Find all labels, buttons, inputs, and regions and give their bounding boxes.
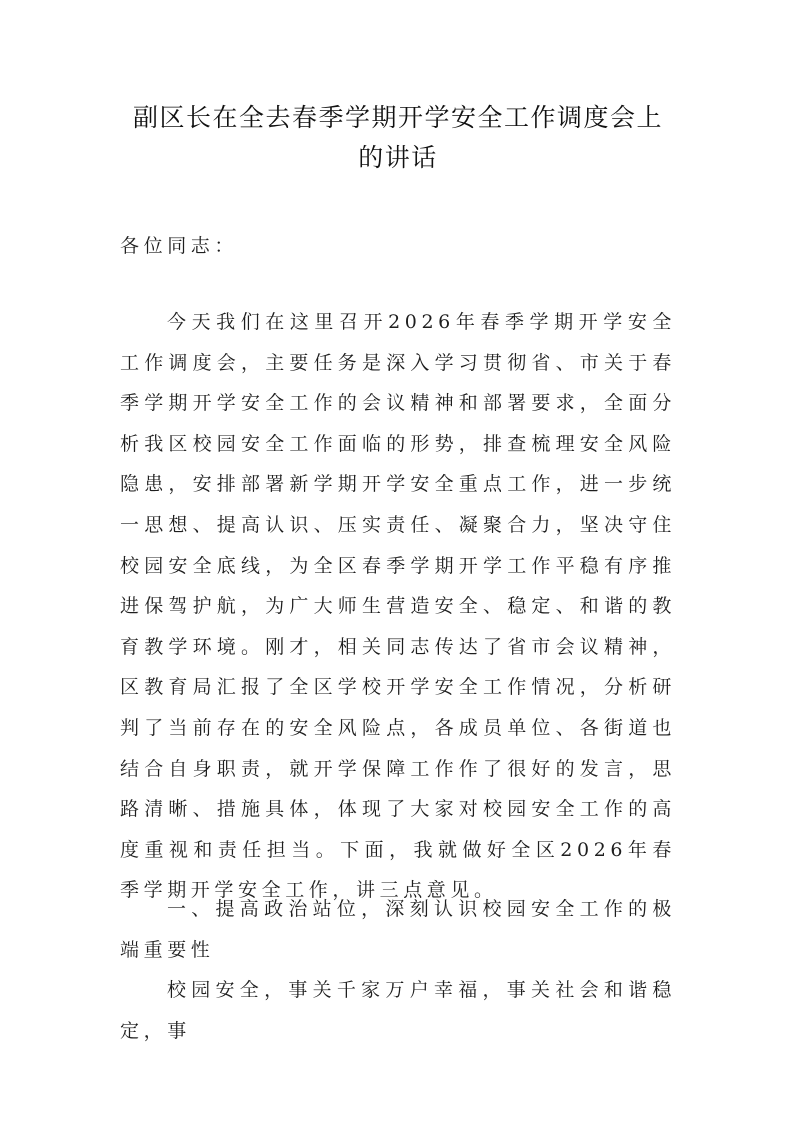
section-heading-1: 一、提高政治站位，深刻认识校园安全工作的极端重要性 [120,898,676,961]
intro-paragraph: 今天我们在这里召开2026年春季学期开学安全工作调度会，主要任务是深入学习贯彻省、市关于春季学期开学安全工作的会议精神和部署要求，全面分析我区校园安全工作面临的形势，排查梳理安全风险隐患，安排部署新学期开学安全重点工作，进一步统一思想、提高认识、压实责任、凝聚合力，坚决守住校园安全底线，为全区春季学期开学工作平稳有序推进保驾护航，为广大师生营造安全、稳定、和谐的教育教学环境。刚才，相关同志传达了省市会议精神，区教育局汇报了全区学校开学安全工作情况，分析研判了当前存在的安全风险点，各成员单位、各街道也结合自身职责，就开学保障工作作了很好的发言，思路清晰、措施具体，体现了大家对校园安全工作的高度重视和责任担当。下面，我就做好全区2026年春季学期开学安全工作，讲三点意见。 [120,311,676,902]
document-title: 副区长在全去春季学期开学安全工作调度会上的讲话 [132,103,663,172]
salutation: 各位同志： [120,235,239,257]
section-1-paragraph: 校园安全，事关千家万户幸福，事关社会和谐稳定，事 [120,979,676,1042]
